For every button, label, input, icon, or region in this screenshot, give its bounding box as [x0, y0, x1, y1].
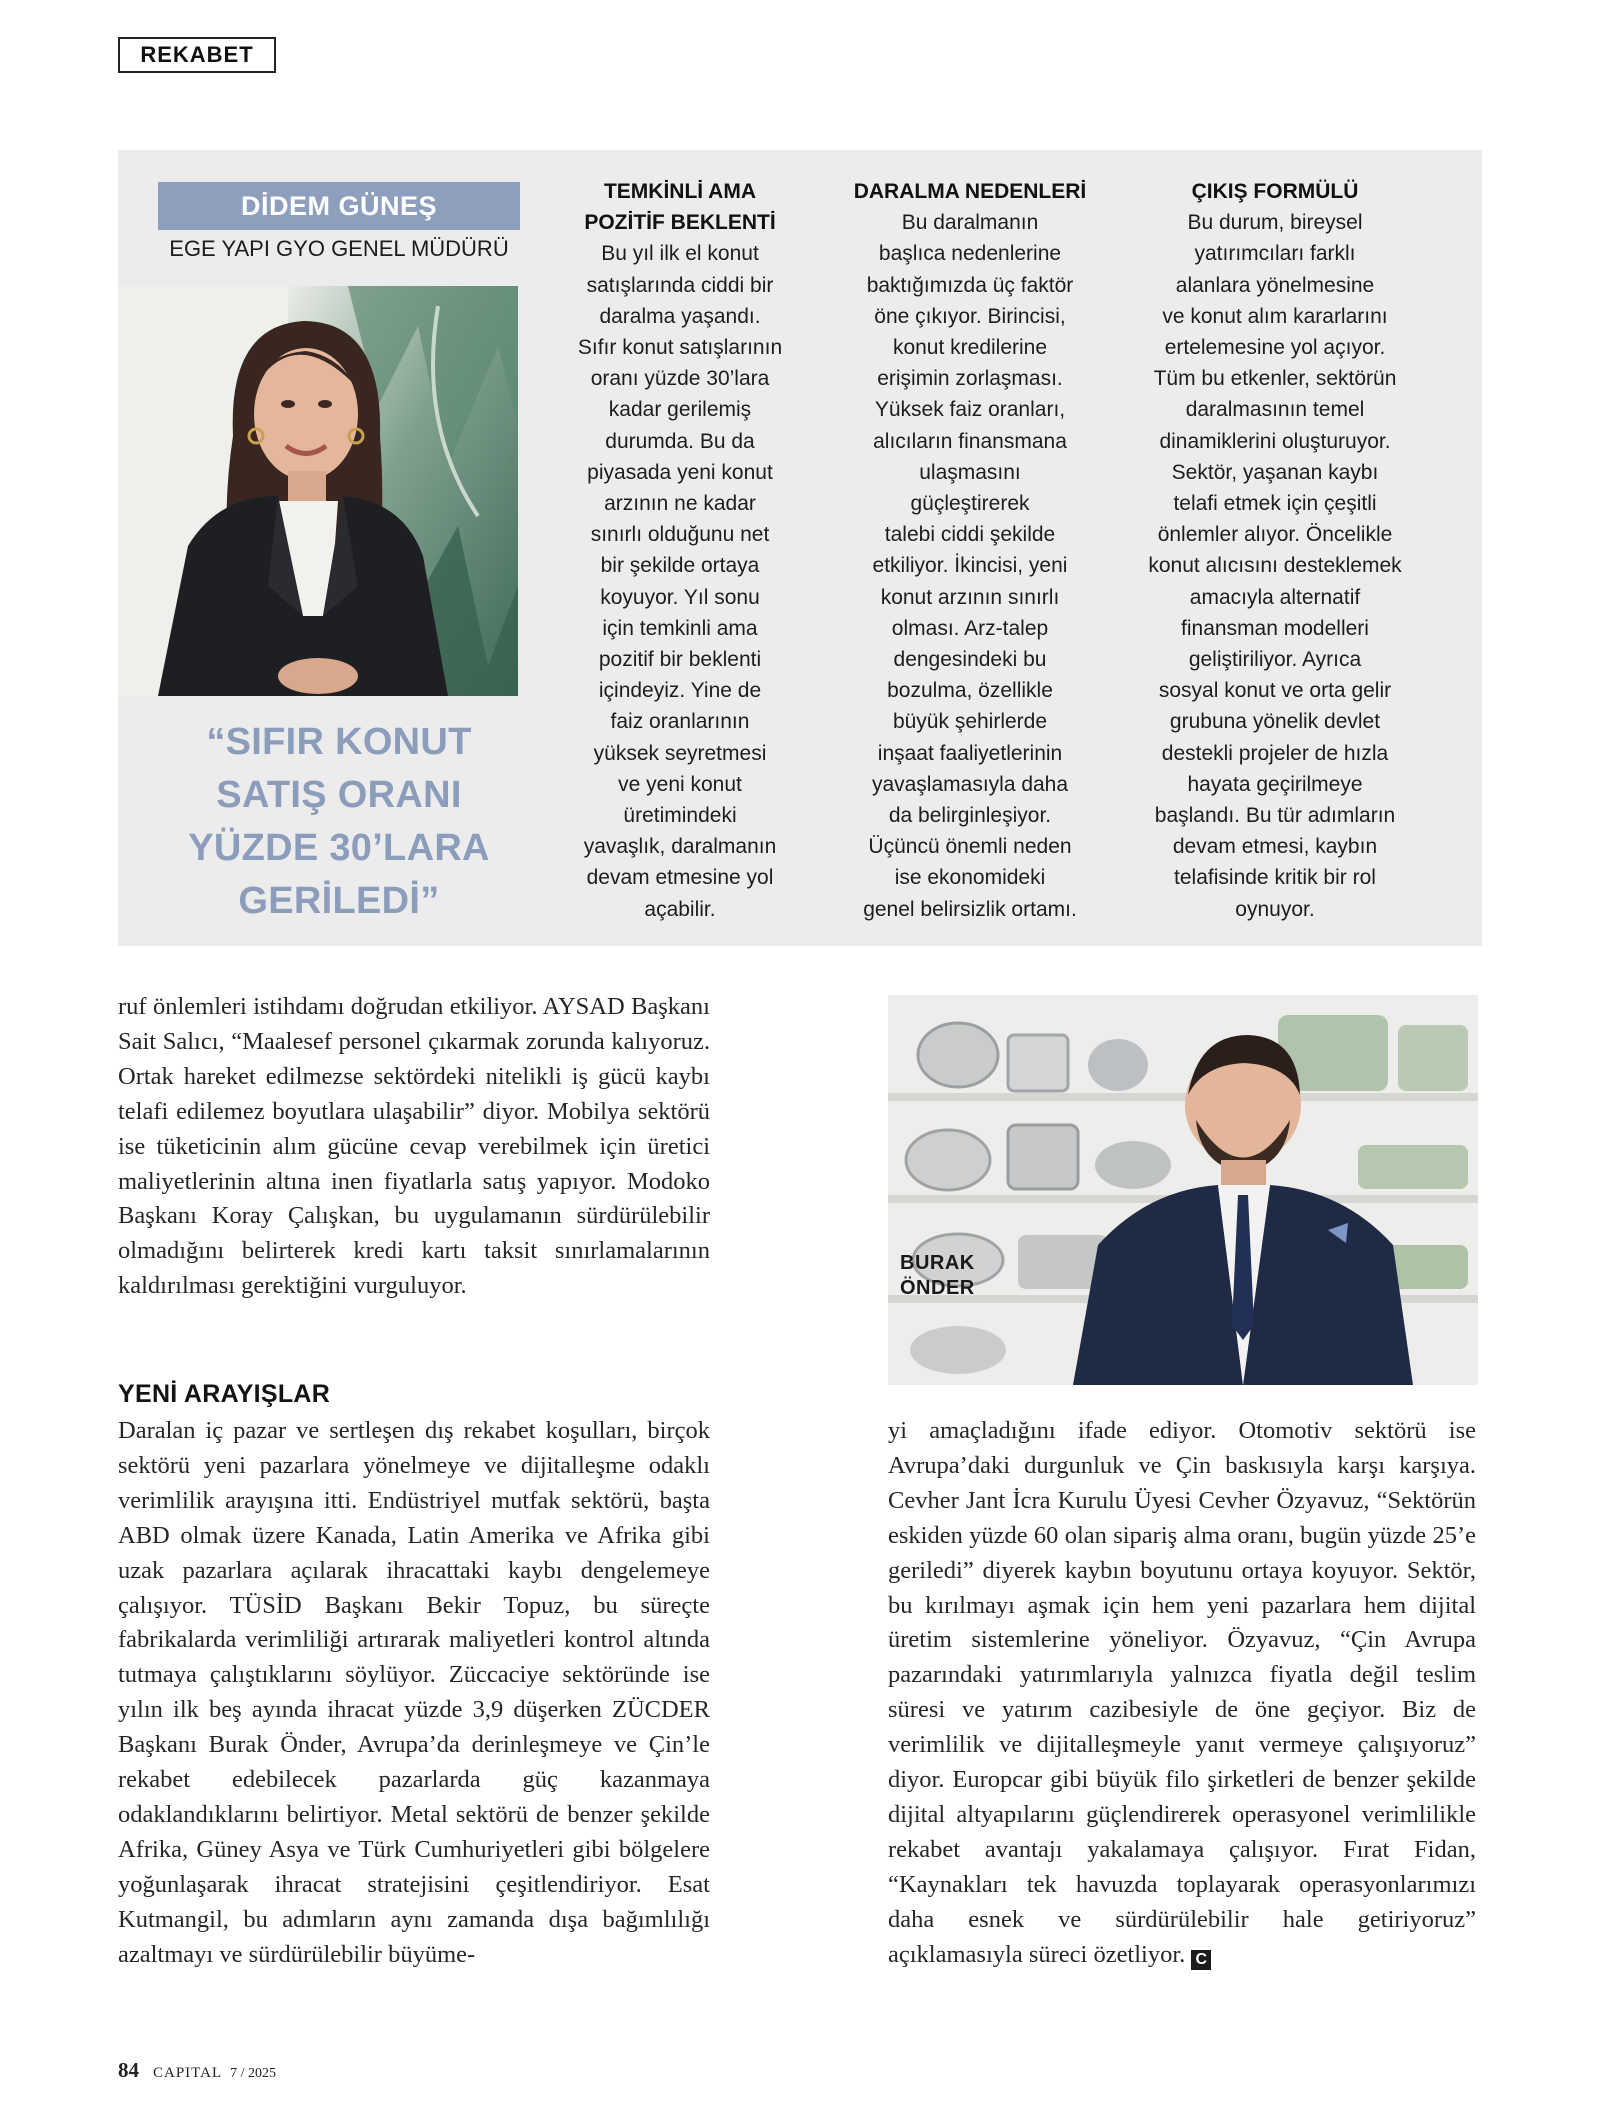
column-line: Yüksek faiz oranları,	[874, 398, 1066, 422]
column-daralma	[830, 176, 1110, 925]
column-line: daralma yaşandı.	[599, 304, 761, 328]
column-line: Üçüncü önemli neden	[868, 835, 1072, 859]
column-line: destekli projeler de hızla	[1161, 741, 1389, 765]
column-line: dengesindeki bu	[893, 648, 1047, 672]
column-line: yavaşlık, daralmanın	[583, 835, 777, 859]
column-line: üretimindeki	[623, 804, 737, 828]
column-line: ve yeni konut	[618, 772, 742, 796]
column-heading: ÇIKIŞ FORMÜLÜ	[1191, 180, 1359, 203]
column-temkinli	[540, 176, 820, 925]
kitchenware-portrait-illustration	[888, 995, 1478, 1385]
column-line: geliştiriliyor. Ayrıca	[1188, 648, 1362, 672]
column-line: piyasada yeni konut	[587, 460, 773, 484]
column-line: genel belirsizlik ortamı.	[863, 897, 1077, 921]
page-number: 84	[118, 2058, 139, 2082]
column-line: da belirginleşiyor.	[888, 804, 1052, 828]
column-line: yavaşlamasıyla daha	[871, 772, 1069, 796]
column-line: bozulma, özellikle	[887, 679, 1053, 703]
column-line: durumda. Bu da	[605, 429, 755, 453]
column-line: ve konut alım kararlarını	[1162, 304, 1388, 328]
column-line: açabilir.	[644, 897, 716, 921]
column-line: arzının ne kadar	[604, 492, 756, 516]
magazine-name: CAPITAL	[153, 2065, 223, 2081]
pull-quote-line: SATIŞ ORANI	[216, 774, 462, 816]
column-line: Bu durum, bireysel	[1187, 211, 1363, 235]
column-line: ertelemesine yol açıyor.	[1164, 336, 1386, 360]
portrait-illustration	[118, 286, 518, 696]
column-line: sosyal konut ve orta gelir	[1158, 679, 1392, 703]
column-line: başlandı. Bu tür adımların	[1154, 804, 1396, 828]
column-line: kadar gerilemiş	[608, 398, 752, 422]
column-line: Sıfır konut satışlarının	[577, 336, 783, 360]
article-paragraph-text: yi amaçladığını ifade ediyor. Otomotiv sektörü ise Avrupa’daki durgunluk ve Çin baskısıyla karşı karşıya. Cevher Jant İcra Kurulu Üyesi Cevher Özyavuz, “Sektörün eskiden yüzde 60 olan sipariş alma oranı, bugün yüzde 25’e geriledi” diyerek kaybın boyutunu ortaya koyuyor. Sektör, bu kırılmayı aşmak için hem yeni pazarlara hem dijital üretim sistemlerine yöneliyor. Özyavuz, “Çin Avrupa pazarındaki yatırımlarıyla yalnızca fiyatla değil teslim süresi ve yatırım cazibesiyle de öne geçiyor. Biz de verimlilik ve dijitalleşmeyle yanıt vermeye çalışıyoruz” diyor. Europcar gibi büyük filo şirketleri de benzer şekilde dijital altyapılarını güçlendirerek operasyonel verimlilikle rekabet avantajı yakalamaya çalışıyor. Fırat Fidan, “Kaynakları tek havuzda toplayarak operasyonlarımızı daha esnek ve sürdürülebilir hale getiriyoruz” açıklamasıyla süreci özetliyor.	[888, 1417, 1476, 1968]
pull-quote	[158, 716, 520, 928]
column-line: için temkinli ama	[602, 616, 758, 640]
column-line: sınırlı olduğunu net	[590, 523, 770, 547]
column-line: etkiliyor. İkincisi, yeni	[872, 554, 1068, 578]
column-line: talebi ciddi şekilde	[884, 523, 1056, 547]
column-line: olması. Arz-talep	[891, 616, 1049, 640]
pull-quote-line: YÜZDE 30’LARA	[188, 827, 490, 869]
column-line: faiz oranlarının	[610, 710, 750, 734]
column-line: Bu yıl ilk el konut	[601, 242, 759, 266]
column-line: finansman modelleri	[1181, 616, 1369, 640]
column-line: erişimin zorlaşması.	[877, 367, 1063, 391]
column-line: bir şekilde ortaya	[600, 554, 760, 578]
column-line: ulaşmasını	[919, 460, 1021, 484]
photo-caption	[900, 1251, 975, 1301]
interviewee-name: DİDEM GÜNEŞ	[158, 182, 520, 230]
subheading: YENİ ARAYIŞLAR	[118, 1380, 331, 1408]
column-line: oranı yüzde 30’lara	[590, 367, 770, 391]
article-paragraph: ruf önlemleri istihdamı doğrudan etkiliyor. AYSAD Başkanı Sait Salıcı, “Maalesef personel çıkarmak zorunda kalıyoruz. Ortak hareket edilmezse sektördeki nitelikli iş gücü kaybı telafi edilemez boyutlara ulaşabilir” diyor. Mobilya sektörü ise tüketicinin alım gücüne cevap verebilmek için üretici maliyetlerinin altına inen fiyatlarla satış yapıyor. Modoko Başkanı Koray Çalışkan, bu uygulamanın sürdürülebilir olmadığını belirterek kredi kartı taksit sınırlamalarının kaldırılması gerektiğini vurguluyor.	[118, 993, 710, 1300]
column-heading: DARALMA NEDENLERİ	[853, 180, 1087, 203]
burak-onder-photo	[888, 995, 1478, 1385]
column-line: ise ekonomideki	[894, 866, 1046, 890]
column-heading: TEMKİNLİ AMA	[603, 180, 757, 203]
column-line: telafi etmek için çeşitli	[1173, 492, 1377, 516]
column-line: güçleştirerek	[910, 492, 1030, 516]
column-line: yatırımcıları farklı	[1194, 242, 1356, 266]
section-tag: REKABET	[118, 37, 276, 73]
page-footer	[118, 2058, 276, 2083]
column-line: büyük şehirlerde	[892, 710, 1048, 734]
column-line: yüksek seyretmesi	[593, 741, 767, 765]
column-line: koyuyor. Yıl sonu	[600, 585, 760, 609]
article-paragraph: Daralan iç pazar ve sertleşen dış rekabet koşulları, birçok sektörü yeni pazarlara yönelmeye ve dijitalleşme odaklı verimlilik arayışına itti. Endüstriyel mutfak sektörü, başta ABD olmak üzere Kanada, Latin Amerika ve Afrika gibi uzak pazarlara açılarak ihracattaki kaybı dengelemeye çalışıyor. TÜSİD Başkanı Bekir Topuz, bu süreçte fabrikalarda verimliliği artırarak maliyetleri kontrol altında tutmaya çalıştıklarını söylüyor. Züccaciye sektöründe ise yılın ilk beş ayında ihracat yüzde 3,9 düşerken ZÜCDER Başkanı Burak Önder, Avrupa’da derinleşmeye ve Çin’le rekabet edebilecek pazarlarda güç kazanmaya odaklandıklarını belirtiyor. Metal sektörü de benzer şekilde Afrika, Güney Asya ve Türk Cumhuriyetleri gibi bölgelere yoğunlaşarak ihracat stratejisini çeşitlendiriyor. Esat Kutmangil, bu adımların aynı zamanda dışa bağımlılığı azaltmayı ve sürdürülebilir büyüme-	[118, 1417, 710, 1968]
column-line: başlıca nedenlerine	[878, 242, 1062, 266]
article-text-left-top	[118, 990, 710, 1304]
column-line: satışlarında ciddi bir	[586, 273, 774, 297]
column-cikis	[1135, 176, 1415, 925]
column-line: grubuna yönelik devlet	[1169, 710, 1381, 734]
pull-quote-line: “SIFIR KONUT	[206, 721, 472, 763]
article-paragraph	[888, 1414, 1476, 1973]
column-line: öne çıkıyor. Birincisi,	[874, 304, 1066, 328]
column-line: önlemler alıyor. Öncelikle	[1157, 523, 1393, 547]
column-line: devam etmesi, kaybın	[1172, 835, 1378, 859]
column-line: dinamiklerini oluşturuyor.	[1159, 429, 1391, 453]
column-line: Tüm bu etkenler, sektörün	[1153, 367, 1397, 391]
end-of-article-mark: C	[1191, 1950, 1211, 1970]
article-text-left-bottom	[118, 1414, 710, 1973]
column-line: daralmasının temel	[1185, 398, 1365, 422]
column-line: oynuyor.	[1235, 897, 1315, 921]
pull-quote-line: GERİLEDİ”	[238, 880, 440, 922]
column-line: Sektör, yaşanan kaybı	[1171, 460, 1379, 484]
issue-date: 7 / 2025	[230, 2066, 277, 2081]
column-line: konut alıcısını desteklemek	[1148, 554, 1402, 578]
column-line: alıcıların finansmana	[873, 429, 1067, 453]
column-line: baktığımızda üç faktör	[866, 273, 1074, 297]
interview-panel	[118, 150, 1482, 946]
column-line: hayata geçirilmeye	[1187, 772, 1363, 796]
column-line: devam etmesine yol	[586, 866, 774, 890]
portrait-photo	[118, 286, 518, 696]
column-line: konut arzının sınırlı	[880, 585, 1060, 609]
column-line: amacıyla alternatif	[1189, 585, 1361, 609]
column-line: pozitif bir beklenti	[598, 648, 762, 672]
photo-caption-line: BURAK	[900, 1252, 975, 1274]
column-heading: POZİTİF BEKLENTİ	[584, 211, 776, 235]
column-line: inşaat faaliyetlerinin	[877, 741, 1063, 765]
column-line: içindeyiz. Yine de	[598, 679, 762, 703]
column-line: telafisinde kritik bir rol	[1174, 866, 1376, 890]
interviewee-role: EGE YAPI GYO GENEL MÜDÜRÜ	[169, 236, 509, 261]
column-line: konut kredilerine	[892, 336, 1048, 360]
article-text-right-bottom	[888, 1414, 1476, 1973]
column-line: Bu daralmanın	[901, 211, 1039, 235]
column-line: alanlara yönelmesine	[1175, 273, 1375, 297]
photo-caption-line: ÖNDER	[900, 1277, 975, 1299]
